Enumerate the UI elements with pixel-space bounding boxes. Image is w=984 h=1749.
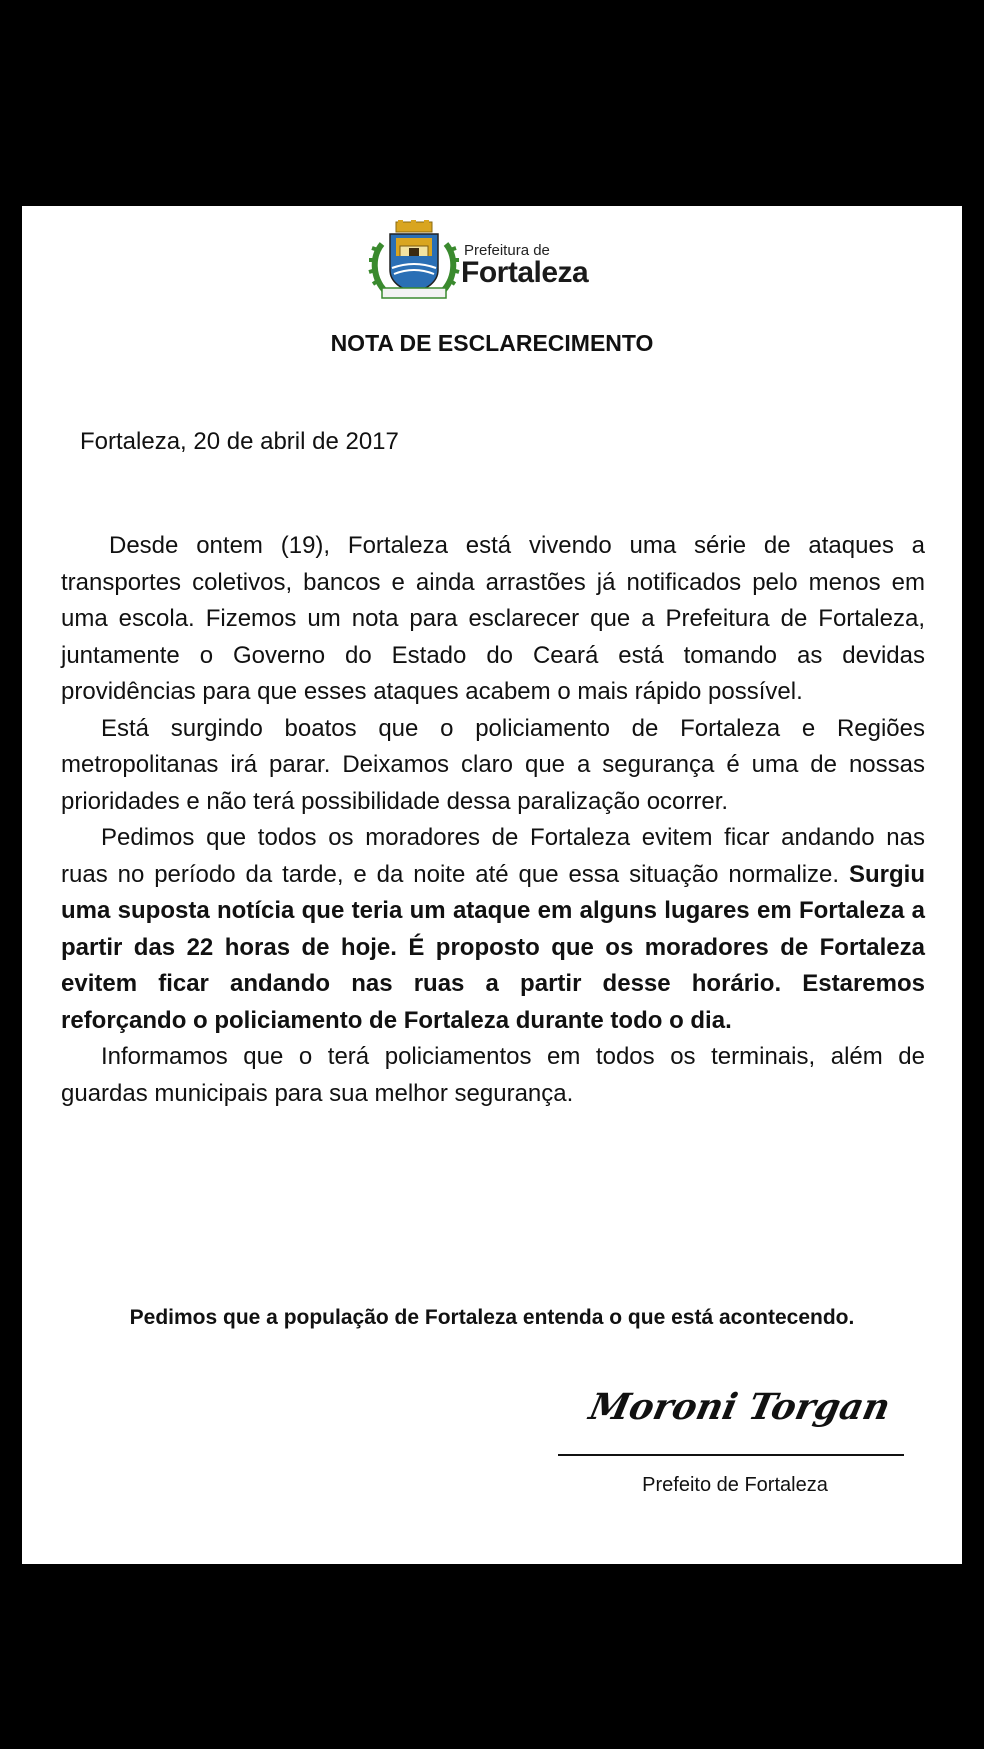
paragraph-1: Desde ontem (19), Fortaleza está vivendo uma série de ataques a transportes coletivos, bancos e ainda arrastões já notificados pelo menos em uma escola. Fizemos um nota para esclarecer que a Prefeitura de Fortaleza, juntamente o Governo do Estado do Ceará está tomando as devidas providências para que esses ataques acabem o mais rápido possível. [61,532,925,705]
signature-line [558,1454,904,1456]
paragraph-3-bold: Surgiu uma suposta notícia que teria um ataque em alguns lugares em Fortaleza a partir das 22 horas de hoje. É proposto que os moradores de Fortaleza evitem ficar andando nas ruas a partir desse horário. Estaremos reforçando o policiamento de Fortaleza durante todo o dia. [61,860,925,1034]
document-page [22,206,962,1564]
logo-title: Fortaleza [461,256,589,289]
logo-subtitle: Prefeitura de [464,242,550,259]
paragraph-2: Está surgindo boatos que o policiamento de Fortaleza e Regiões metropolitanas irá parar. Deixamos claro que a segurança é uma de nossas prioridades e não terá possibilidade dessa paralização ocorrer. [61,714,925,815]
prefeitura-logo [368,220,628,304]
closing-statement: Pedimos que a população de Fortaleza entenda o que está acontecendo. [129,1306,855,1329]
document-date: Fortaleza, 20 de abril de 2017 [80,428,399,455]
document-body [61,528,925,1112]
paragraph-3 [61,820,925,1039]
signature: Moroni Torgan [585,1386,894,1428]
signer-role: Prefeito de Fortaleza [642,1474,828,1496]
paragraph-4: Informamos que o terá policiamentos em todos os terminais, além de guardas municipais para sua melhor segurança. [61,1043,925,1107]
page-title: NOTA DE ESCLARECIMENTO [330,330,654,356]
city-coat-of-arms-icon [368,220,460,304]
paragraph-3-normal: Pedimos que todos os moradores de Fortaleza evitem ficar andando nas ruas no período da tarde, e da noite até que essa situação normalize. [61,824,925,888]
